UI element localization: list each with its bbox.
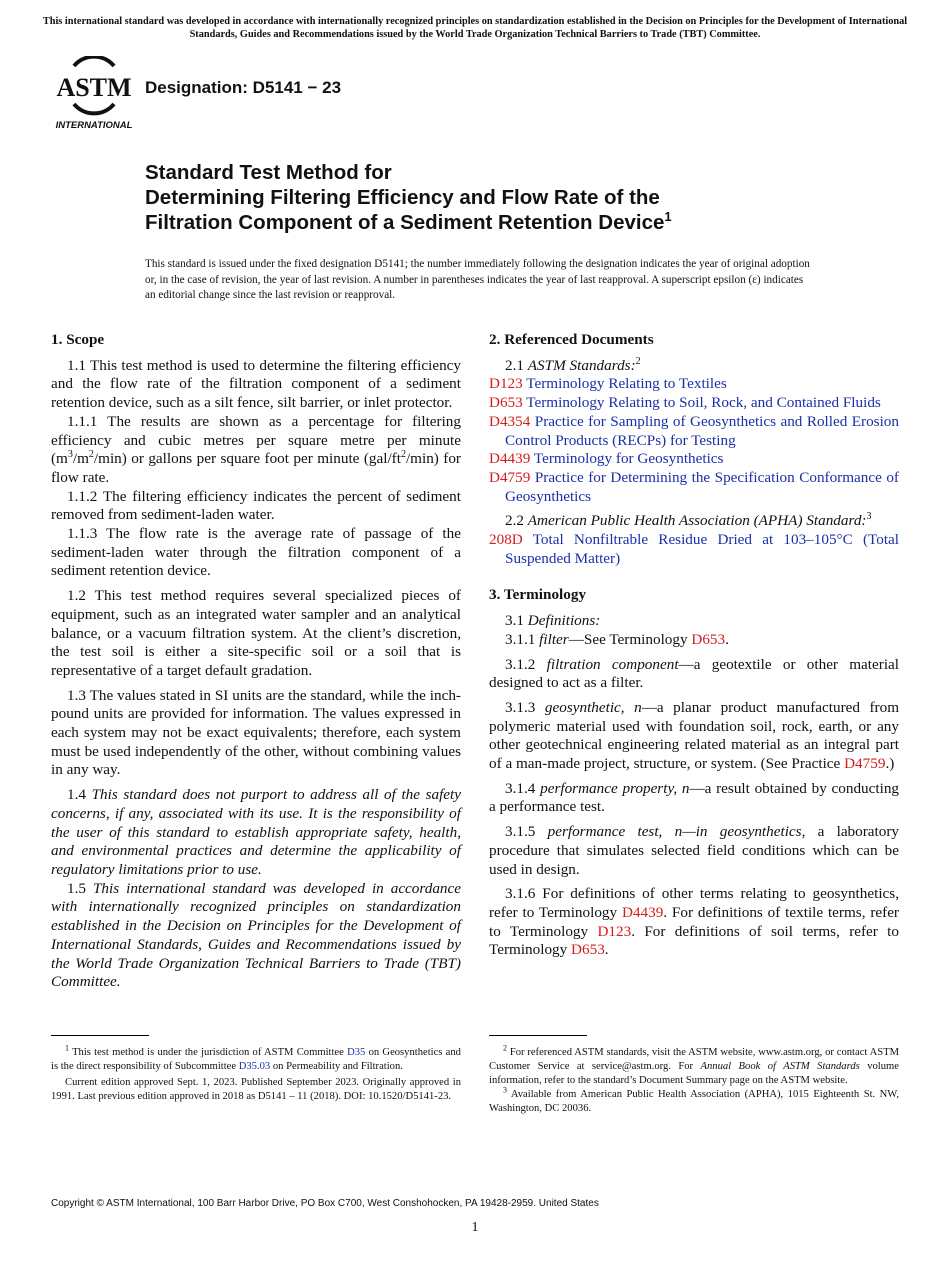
link-d4439[interactable]: D4439 (621, 903, 664, 921)
footnotes-left (51, 1043, 461, 1104)
copyright-line: Copyright © ASTM International, 100 Barr Harbor Drive, PO Box C700, West Conshohocken, PA 19428-2959. United States (51, 1198, 599, 1209)
definition-3-1: 3.1 Definitions: (505, 612, 601, 630)
reference-item[interactable]: D4439 Terminology for Geosynthetics (489, 450, 724, 468)
link-d653[interactable]: D653 (571, 941, 605, 959)
header-notice: This international standard was developed in accordance with internationally recognized principles on standardization established in the Decision on Principles for the Development of International Standards, Guides and Recommendations issued by the World Trade Organization Technical Barriers to Trade (TBT) Committee. (42, 16, 908, 40)
astm-standards-list (489, 375, 899, 506)
paragraph-1-5: 1.5 This international standard was developed in accordance with internationally recognized principles on standardization established in the Decision on Principles for the Development of International Standards, Guides and Recommendations issued by the World Trade Organization Technical Barriers to Trade (TBT) Committee. (51, 879, 462, 991)
paragraph-1-1-1: 1.1.1 The results are shown as a percentage for filtering efficiency and cubic metres per square metre per minute $(m^3/m^2/\min)$ or gallons per square foot per minute $(gal/ft^2/\min)$ for flow rate. (51, 412, 461, 486)
paragraph-1-3: 1.3 The values stated in SI units are the standard, while the inch-pound units are provided for information. The values expressed in each system may not be exact equivalents; therefore, each system must be used independently of the other, without combining values in any way. (51, 686, 461, 779)
subsection-2-1: 2.1 ASTM Standards:$^2$ (505, 355, 641, 374)
reference-item[interactable]: 208D Total Nonfiltrable Residue Dried at 103–105°C (Total Suspended Matter) (489, 531, 899, 567)
footnote-edition: Current edition approved Sept. 1, 2023. Published September 2023. Originally approved in 1991. Last previous edition approved in 2018 as D5141 – 11 (2018). DOI: 10.1520/D5141-23. (51, 1077, 461, 1102)
paragraph-1-4: 1.4 This standard does not purport to address all of the safety concerns, if any, associated with its use. It is the responsibility of the user of this standard to establish appropriate safety, health, and environmental practices and determine the applicability of regulatory limitations prior to use. (51, 786, 462, 878)
link-d123[interactable]: D123 (597, 922, 632, 940)
footnote-divider (489, 1035, 587, 1036)
logo-text: ASTM (56, 73, 132, 102)
title-line-1: Standard Test Method for (145, 161, 392, 184)
subsection-2-2: 2.2 American Public Health Association (APHA) Standard:$^3$ (505, 511, 872, 530)
astm-logo (52, 56, 136, 132)
scope-heading: 1. Scope (51, 331, 105, 348)
issuance-note: This standard is issued under the fixed designation D5141; the number immediately following the designation indicates the year of original adoption or, in the case of revision, the year of last revision. A number in parentheses indicates the year of last reapproval. A superscript epsilon (ε) indicates an editorial change since the last revision or reapproval. (145, 258, 810, 301)
paragraph-1-1: 1.1 This test method is used to determine the filtering efficiency and the flow rate of the filtration component of a sediment retention device, such as a silt fence, silt barrier, or inlet protector. (51, 356, 461, 412)
definition-3-1-5: 3.1.5 performance test, n—in geosynthetics, a laboratory procedure that simulates selected field conditions which can be used in design. (489, 823, 900, 878)
page-number: 1 (471, 1220, 479, 1235)
left-column (51, 331, 461, 992)
definition-3-1-6: 3.1.6 For definitions of other terms relating to geosynthetics, refer to Terminology D4439. For definitions of textile terms, refer to Terminology D123. For definitions of soil terms, refer to Terminology D653. (489, 885, 899, 959)
footnotes-right (489, 1043, 900, 1116)
link-d35-03[interactable]: D35.03 (238, 1061, 271, 1072)
referenced-documents-heading: 2. Referenced Documents (489, 331, 654, 348)
link-d4759[interactable]: D4759 (844, 755, 886, 773)
reference-item[interactable]: D653 Terminology Relating to Soil, Rock, and Contained Fluids (489, 394, 881, 412)
reference-item[interactable]: D4759 Practice for Determining the Specification Conformance of Geosynthetics (489, 468, 899, 505)
definition-3-1-2: 3.1.2 filtration component—a geotextile or other material designed to act as a filter. (489, 655, 899, 692)
definition-3-1-1: 3.1.1 filter—See Terminology D653. (505, 630, 729, 648)
right-column (489, 331, 899, 960)
link-d653[interactable]: D653 (691, 630, 726, 648)
definition-3-1-3: 3.1.3 geosynthetic, n—a planar product manufactured from polymeric material used with foundation soil, rock, earth, or any other geotechnical engineering related material as an integral part of a man-made project, structure, or system. (See Practice D4759.) (489, 698, 900, 773)
reference-item[interactable]: D4354 Practice for Sampling of Geosynthetics and Rolled Erosion Control Products (RECPs) for Testing (489, 412, 899, 449)
title-line-3: Filtration Component of a Sediment Retention Device$^1$ (145, 209, 672, 234)
title-footnote-marker: 1 (664, 209, 672, 225)
footnote-3: $^3$ Available from American Public Health Association (APHA), 1015 Eighteenth St. NW, Washington, DC 20036. (489, 1085, 899, 1114)
reference-item[interactable]: D123 Terminology Relating to Textiles (489, 375, 727, 393)
paragraph-1-1-3: 1.1.3 The flow rate is the average rate of passage of the sediment-laden water through the filtration component of a sediment retention device. (51, 525, 461, 580)
title-line-2: Determining Filtering Efficiency and Flow Rate of the (145, 186, 660, 209)
link-d35[interactable]: D35 (347, 1047, 366, 1058)
footnote-2: $^2$ For referenced ASTM standards, visit the ASTM website, www.astm.org, or contact ASTM Customer Service at service@astm.org. For Annual Book of ASTM Standards volume information, refer to the standard’s Document Summary page on the ASTM website. (489, 1043, 900, 1086)
logo-subtext: INTERNATIONAL (55, 120, 133, 131)
terminology-heading: 3. Terminology (489, 586, 587, 604)
footnote-divider (51, 1035, 149, 1036)
paragraph-1-2: 1.2 This test method requires several specialized pieces of equipment, such as an integrated water sampler and an analytical balance, or a vacuum filtration system. At the client’s discretion, the test soil is either a site-specific soil or a soil that is representative of a target default gradation. (51, 587, 461, 679)
document-title (145, 160, 865, 235)
designation: Designation: D5141 − 23 (145, 78, 342, 97)
definition-3-1-4: 3.1.4 performance property, n—a result obtained by conducting a performance test. (489, 779, 900, 816)
footnote-1: $^1$ This test method is under the jurisdiction of ASTM Committee D35 on Geosynthetics and is the direct responsibility of Subcommittee D35.03 on Permeability and Filtration. (51, 1043, 461, 1072)
paragraph-1-1-2: 1.1.2 The filtering efficiency indicates the percent of sediment removed from sediment-laden water. (51, 487, 461, 524)
